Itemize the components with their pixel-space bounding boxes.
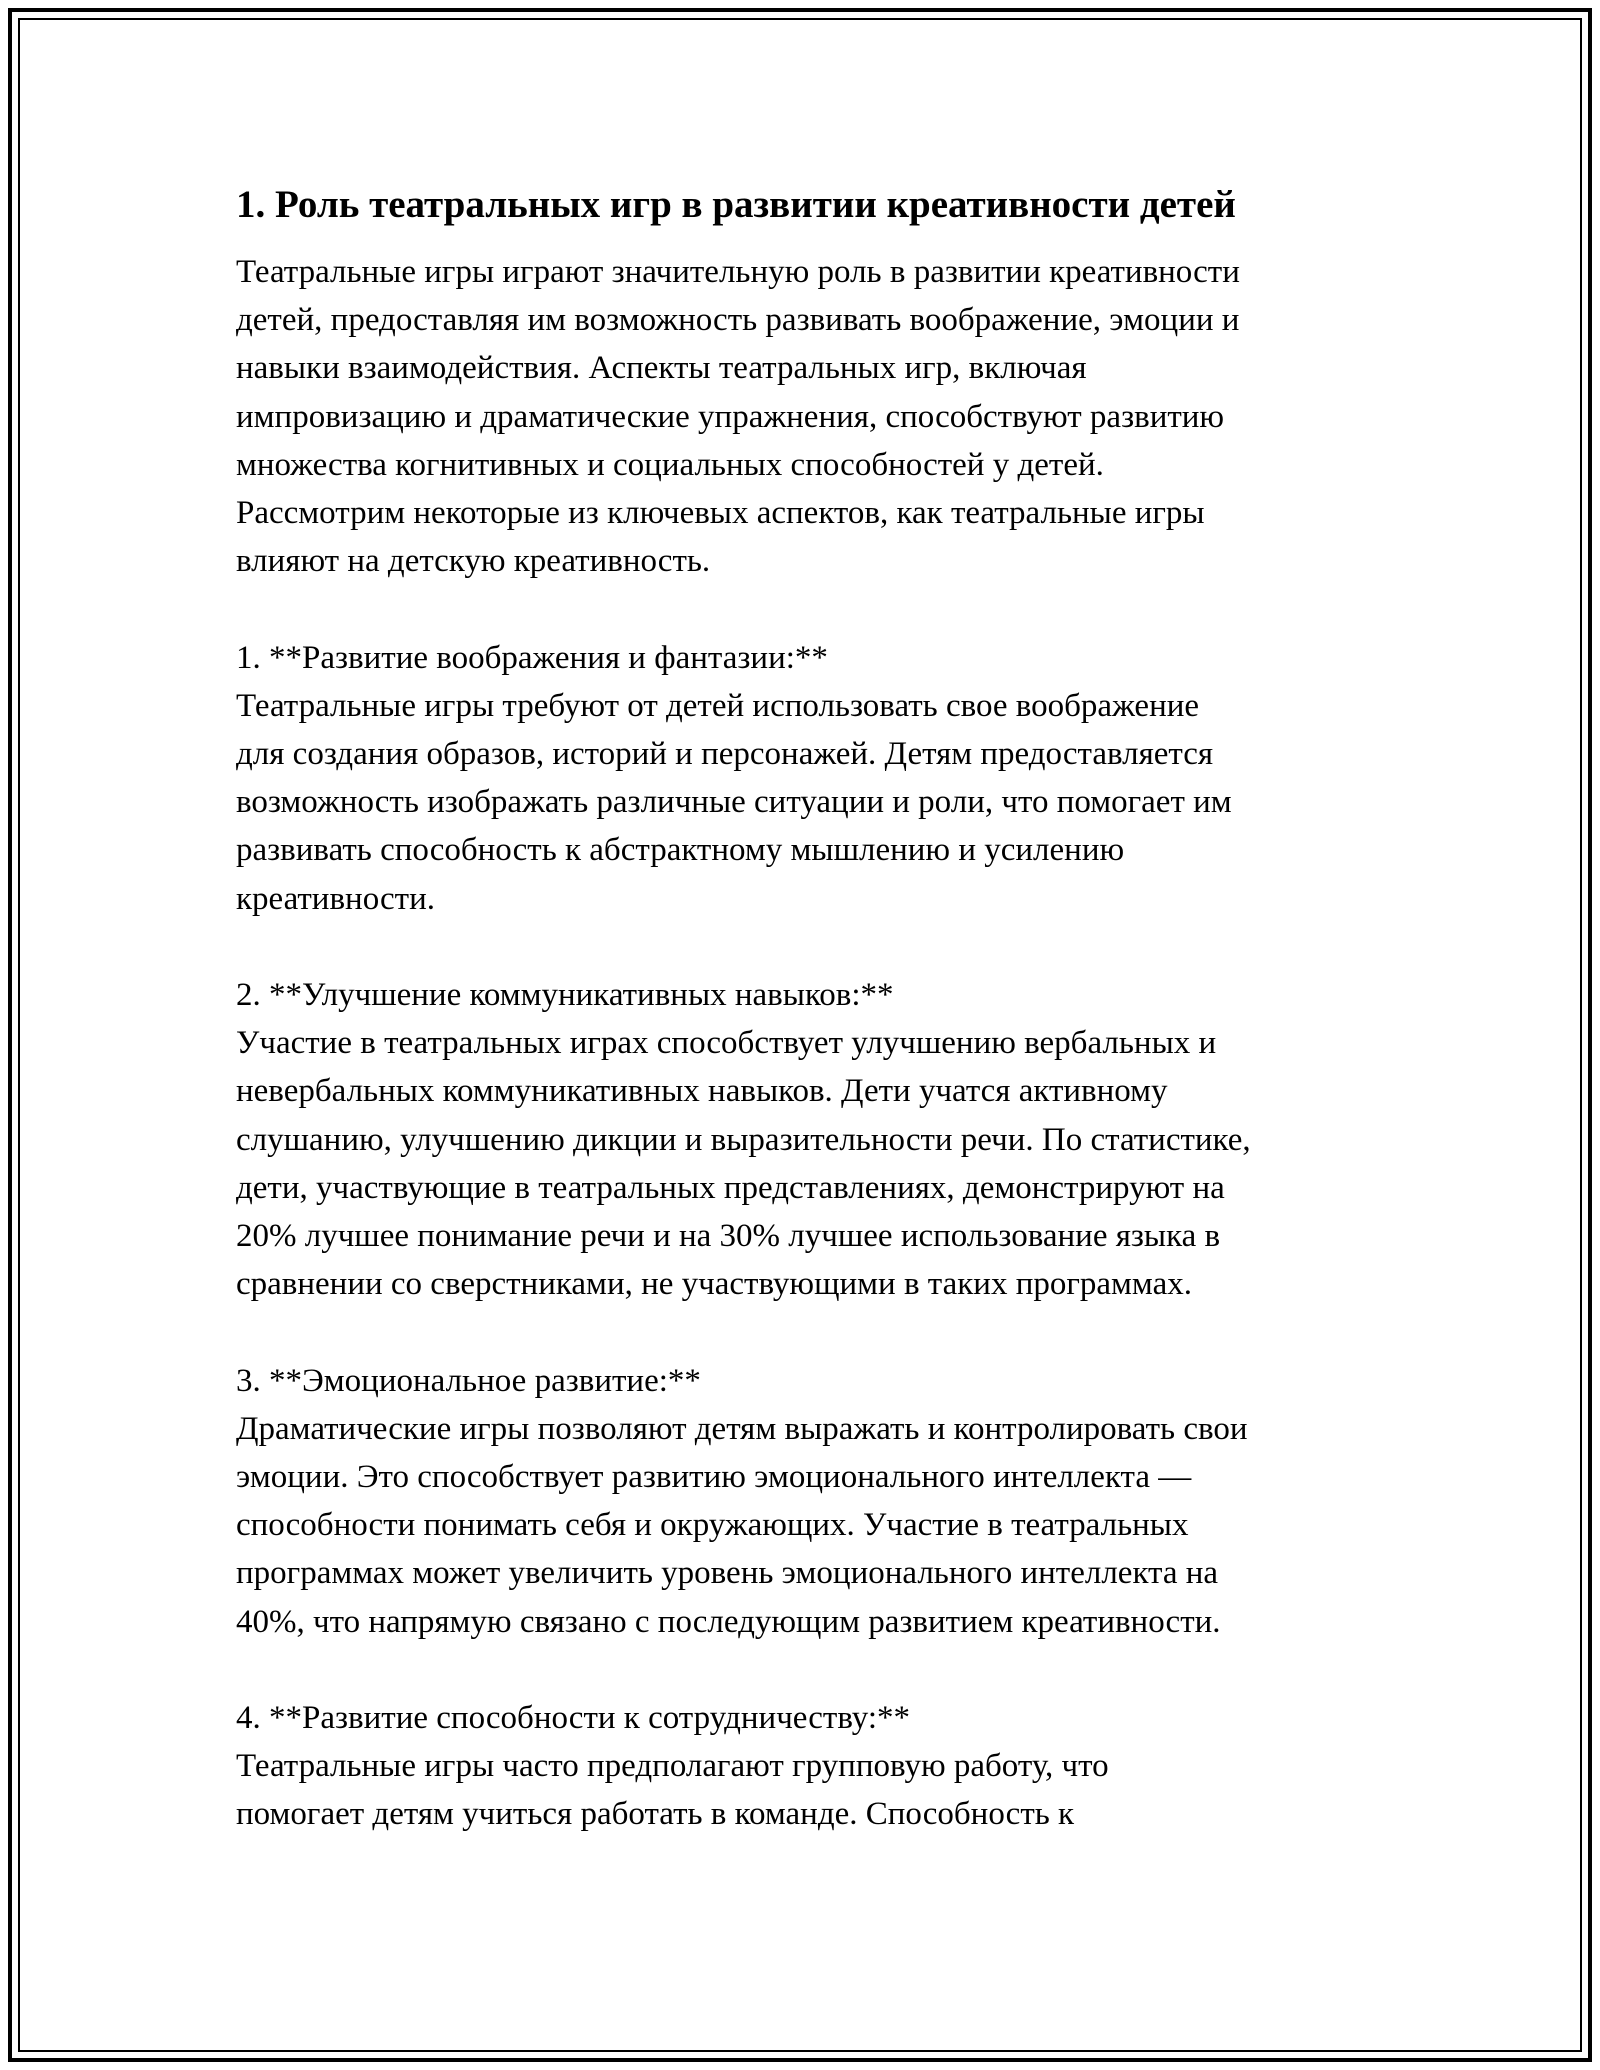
section-1 — [236, 634, 1376, 923]
paragraph-gap — [236, 585, 1376, 633]
text-line: программах может увеличить уровень эмоционального интеллекта на — [236, 1555, 1219, 1592]
text-line: 20% лучшее понимание речи и на 30% лучшее использование языка в — [236, 1218, 1221, 1255]
intro-paragraph — [236, 248, 1376, 585]
text-line: креативности. — [236, 880, 435, 917]
text-line: способности понимать себя и окружающих. Участие в театральных — [236, 1507, 1189, 1544]
paragraph-gap — [236, 1308, 1376, 1356]
text-line: сравнении со сверстниками, не участвующими в таких программах. — [236, 1266, 1192, 1303]
text-line: навыки взаимодействия. Аспекты театральных игр, включая — [236, 350, 1087, 387]
text-line: для создания образов, историй и персонажей. Детям предоставляется — [236, 736, 1214, 773]
text-line: 40%, что напрямую связано с последующим развитием креативности. — [236, 1603, 1221, 1640]
text-line: невербальных коммуникативных навыков. Дети учатся активному — [236, 1073, 1168, 1110]
text-line: Участие в театральных играх способствует улучшению вербальных и — [236, 1025, 1217, 1062]
text-line: Театральные игры играют значительную роль в развитии креативности — [236, 254, 1240, 290]
text-line: Театральные игры часто предполагают групповую работу, что — [236, 1748, 1109, 1785]
text-line: Театральные игры требуют от детей использовать свое воображение — [236, 687, 1200, 724]
subsection-title: 1. **Развитие воображения и фантазии:** — [236, 639, 828, 676]
subsection-title: 2. **Улучшение коммуникативных навыков:** — [236, 977, 894, 1014]
section-4 — [236, 1694, 1376, 1839]
text-line: Рассмотрим некоторые из ключевых аспектов, как театральные игры — [236, 495, 1205, 532]
paragraph-gap — [236, 1646, 1376, 1694]
text-line: импровизацию и драматические упражнения, способствуют развитию — [236, 398, 1225, 435]
text-line: слушанию, улучшению дикции и выразительности речи. По статистике, — [236, 1121, 1251, 1158]
paragraph-gap — [236, 923, 1376, 971]
document-content — [236, 180, 1376, 1839]
text-line: возможность изображать различные ситуации и роли, что помогает им — [236, 784, 1232, 821]
section-2 — [236, 971, 1376, 1308]
text-line: развивать способность к абстрактному мышлению и усилению — [236, 832, 1125, 869]
text-line: эмоции. Это способствует развитию эмоционального интеллекта — — [236, 1459, 1192, 1496]
text-line: множества когнитивных и социальных способностей у детей. — [236, 446, 1104, 483]
text-line: дети, участвующие в театральных представлениях, демонстрируют на — [236, 1169, 1225, 1206]
text-line: Драматические игры позволяют детям выражать и контролировать свои — [236, 1410, 1248, 1447]
text-line: влияют на детскую креативность. — [236, 543, 711, 580]
section-heading: 1. Роль театральных игр в развитии креативности детей — [236, 183, 1236, 226]
subsection-title: 4. **Развитие способности к сотрудничеству:** — [236, 1700, 911, 1737]
text-line: помогает детям учиться работать в команде. Способность к — [236, 1796, 1075, 1833]
section-3 — [236, 1357, 1376, 1646]
text-line: детей, предоставляя им возможность развивать воображение, эмоции и — [236, 302, 1240, 339]
subsection-title: 3. **Эмоциональное развитие:** — [236, 1362, 701, 1399]
